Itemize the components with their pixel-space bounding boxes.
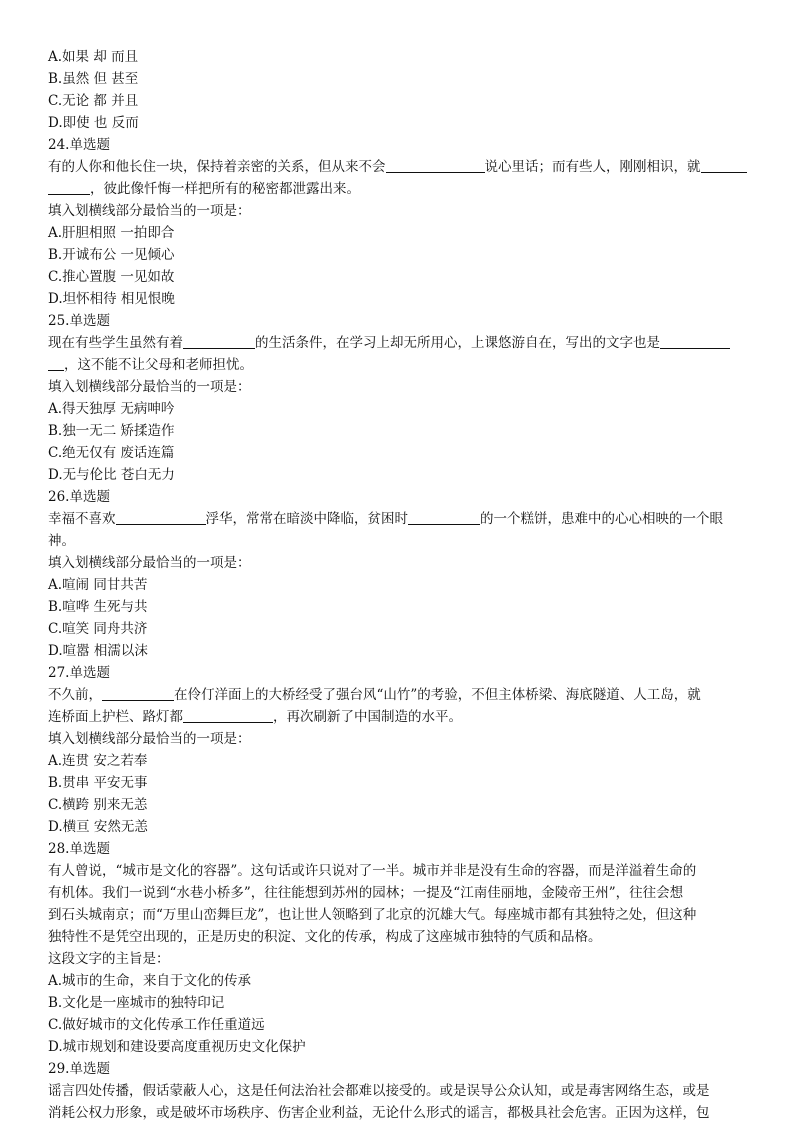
q24-stem-text: ，彼此像忏悔一样把所有的秘密都泄露出来。 <box>90 181 360 197</box>
q25-stem-text: 现在有些学生虽然有着 <box>48 335 183 351</box>
q24-option-d: D.坦怀相待 相见恨晚 <box>48 291 175 307</box>
q27-option-d: D.横亘 安然无恙 <box>48 819 148 835</box>
q23-option-c: C.无论 都 并且 <box>48 93 139 109</box>
answer-blank <box>102 686 174 701</box>
q26-stem-line-2: 神。 <box>48 533 75 549</box>
q28-header: 28.单选题 <box>48 841 110 857</box>
q28-option-b: B.文化是一座城市的独特印记 <box>48 995 225 1011</box>
q27-stem-text: 在伶仃洋面上的大桥经受了强台风“山竹”的考验，不但主体桥梁、海底隧道、人工岛，就 <box>174 687 701 703</box>
q25-stem-line-2 <box>48 354 758 376</box>
answer-blank <box>116 510 206 525</box>
q27-stem-line-1 <box>48 684 758 706</box>
q25-stem-text: ，这不能不让父母和老师担忧。 <box>64 357 253 373</box>
q24-stem-text: 有的人你和他长住一块，保持着亲密的关系，但从来不会 <box>48 159 386 175</box>
q26-option-c: C.喧笑 同舟共济 <box>48 621 148 637</box>
q27-stem-text: 不久前， <box>48 687 102 703</box>
q26-header: 26.单选题 <box>48 489 110 505</box>
q24-stem-line-2 <box>48 178 758 200</box>
exam-document <box>48 46 758 1124</box>
q28-option-c: C.做好城市的文化传承工作任重道远 <box>48 1017 265 1033</box>
q26-stem-text: 幸福不喜欢 <box>48 511 116 527</box>
q27-option-c: C.横跨 别来无恙 <box>48 797 148 813</box>
q28-option-d: D.城市规划和建设要高度重视历史文化保护 <box>48 1039 306 1055</box>
q25-stem-line-1 <box>48 332 758 354</box>
q28-passage-line-1: 有人曾说，“城市是文化的容器”。这句话或许只说对了一半。城市并非是没有生命的容器，而是洋溢着生命的 <box>48 863 697 879</box>
q27-option-a: A.连贯 安之若奉 <box>48 753 148 769</box>
q23-option-d: D.即使 也 反而 <box>48 115 139 131</box>
q23-option-b: B.虽然 但 甚至 <box>48 71 139 87</box>
answer-blank <box>701 158 747 173</box>
q29-passage-line-2: 消耗公权力形象，或是破坏市场秩序、伤害企业利益，无论什么形式的谣言，都极具社会危害。正因为这样，包 <box>48 1105 710 1121</box>
q23-option-a: A.如果 却 而且 <box>48 49 139 65</box>
q26-option-a: A.喧闹 同甘共苦 <box>48 577 148 593</box>
q28-passage-line-2: 有机体。我们一说到“水巷小桥多”，往往能想到苏州的园林；一提及“江南佳丽地，金陵帝王州”，往往会想 <box>48 885 684 901</box>
q27-stem-line-2 <box>48 706 758 728</box>
q27-stem-text: ，再次刷新了中国制造的水平。 <box>273 709 462 725</box>
q25-option-d: D.无与伦比 苍白无力 <box>48 467 175 483</box>
q28-passage-line-4: 独特性不是凭空出现的，正是历史的积淀、文化的传承，构成了这座城市独特的气质和品格。 <box>48 929 602 945</box>
q27-option-b: B.贯串 平安无事 <box>48 775 148 791</box>
q24-option-b: B.开诚布公 一见倾心 <box>48 247 175 263</box>
q28-option-a: A.城市的生命，来自于文化的传承 <box>48 973 252 989</box>
q24-stem-line-1 <box>48 156 758 178</box>
q26-option-d: D.喧嚣 相濡以沫 <box>48 643 148 659</box>
q29-passage-line-1: 谣言四处传播，假话蒙蔽人心，这是任何法治社会都难以接受的。或是误导公众认知，或是毒害网络生态，或是 <box>48 1083 710 1099</box>
q27-stem-text: 连桥面上护栏、路灯都 <box>48 709 183 725</box>
q29-header: 29.单选题 <box>48 1061 110 1077</box>
answer-blank <box>183 708 273 723</box>
q27-prompt: 填入划横线部分最恰当的一项是： <box>48 731 251 747</box>
q24-option-a: A.肝胆相照 一拍即合 <box>48 225 175 241</box>
q28-passage-line-3: 到石头城南京；而“万里山峦舞巨龙”，也让世人领略到了北京的沉雄大气。每座城市都有其独特之处，但这种 <box>48 907 697 923</box>
q26-stem-line-1 <box>48 508 758 530</box>
q25-stem-text: 的生活条件，在学习上却无所用心，上课悠游自在，写出的文字也是 <box>255 335 660 351</box>
q24-header: 24.单选题 <box>48 137 110 153</box>
q25-option-c: C.绝无仅有 废话连篇 <box>48 445 175 461</box>
q25-header: 25.单选题 <box>48 313 110 329</box>
answer-blank <box>48 356 64 371</box>
q26-option-b: B.喧哗 生死与共 <box>48 599 148 615</box>
answer-blank <box>48 180 90 195</box>
q27-header: 27.单选题 <box>48 665 110 681</box>
answer-blank <box>408 510 480 525</box>
q25-prompt: 填入划横线部分最恰当的一项是： <box>48 379 251 395</box>
answer-blank <box>183 334 255 349</box>
q28-prompt: 这段文字的主旨是： <box>48 951 170 967</box>
answer-blank <box>386 158 485 173</box>
q24-option-c: C.推心置腹 一见如故 <box>48 269 175 285</box>
q26-stem-text: 浮华，常常在暗淡中降临，贫困时 <box>205 511 408 527</box>
q25-option-a: A.得天独厚 无病呻吟 <box>48 401 175 417</box>
q24-prompt: 填入划横线部分最恰当的一项是： <box>48 203 251 219</box>
q26-stem-text: 的一个糕饼，患难中的心心相映的一个眼 <box>480 511 723 527</box>
q25-option-b: B.独一无二 矫揉造作 <box>48 423 175 439</box>
q24-stem-text: 说心里话；而有些人，刚刚相识，就 <box>484 159 701 175</box>
answer-blank <box>660 334 730 349</box>
q26-prompt: 填入划横线部分最恰当的一项是： <box>48 555 251 571</box>
